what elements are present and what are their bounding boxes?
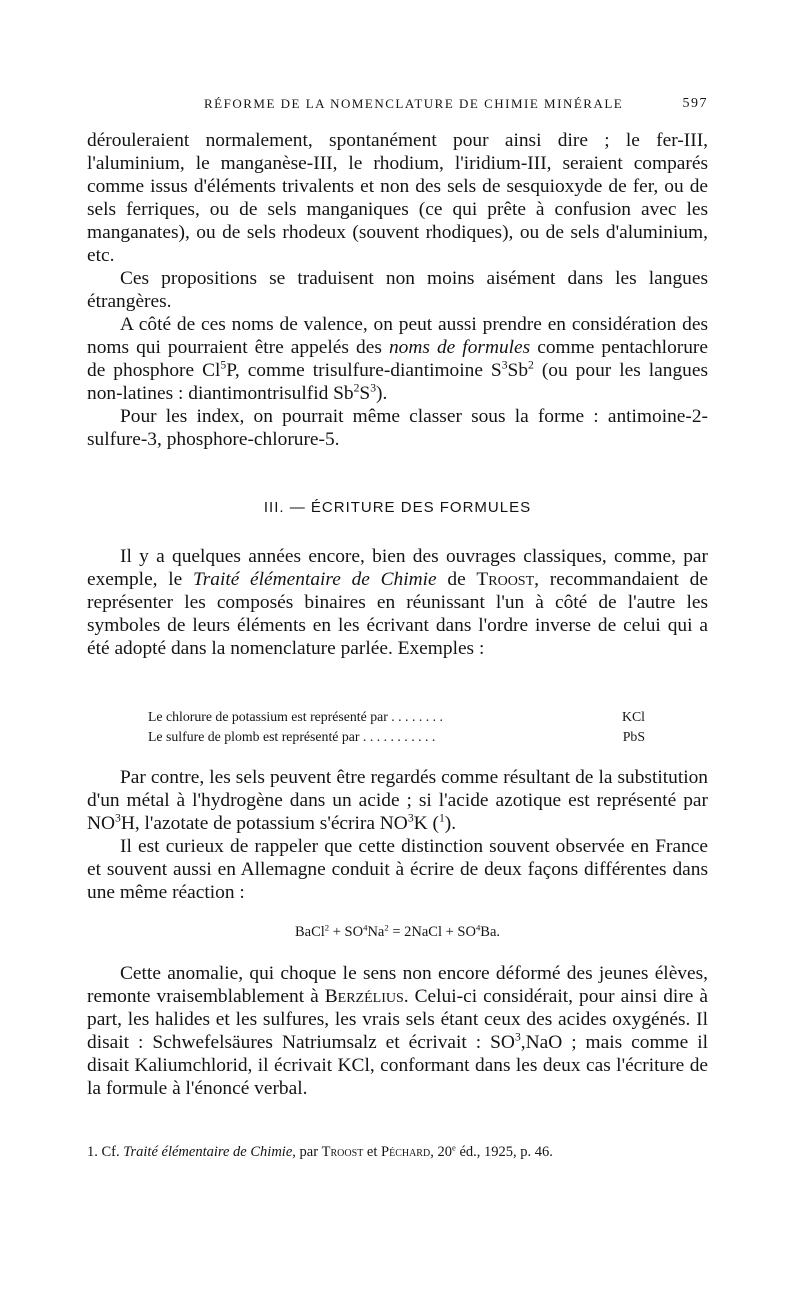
running-title: RÉFORME DE LA NOMENCLATURE DE CHIMIE MINÉRALE — [204, 96, 624, 111]
page-number: 597 — [682, 96, 708, 111]
running-header — [88, 92, 708, 118]
section-heading: III. — ÉCRITURE DES FORMULES — [263, 499, 532, 516]
example-row — [148, 707, 645, 727]
paragraph-1: dérouleraient normalement, spontanément pour ainsi dire ; le fer-III, l'aluminium, le manganèse-III, le rhodium, l'iridium-III, seraient comparés comme issus d'éléments trivalents et non des sels de sesquioxyde de fer, ou de sels ferriques, ou de sels manganiques (ce qui prête à confusion avec les manganates), ou de sels rhodeux (souvent rhodiques), ou de sels d'aluminium, etc. — [87, 130, 708, 266]
paragraph-3: A côté de ces noms de valence, on peut aussi prendre en considération des noms qui pourraient être appelés des noms de formules comme pentachlorure de phosphore Cl$^5$P, comme trisulfure-diantimoine $S^3Sb^2$ (ou pour les langues non-latines : diantimontrisulfid $Sb^2S^3$). — [87, 314, 708, 404]
footnote: 1. Cf. Traité élémentaire de Chimie, par Troost et Péchard, 20e éd., 1925, p. 46. — [87, 1142, 553, 1160]
reaction-formula: BaCl$^2$ + $SO^4Na^2$ = 2NaCl + $SO^4Ba$. — [294, 922, 501, 940]
paragraph-5: Il y a quelques années encore, bien des ouvrages classiques, comme, par exemple, le Traité élémentaire de Chimie de Troost, recommandaient de représenter les composés binaires en réunissant l'un à côté de l'autre les symboles de leurs éléments en les écrivant dans l'ordre inverse de celui qui a été adopté dans la nomenclature parlée. Exemples : — [87, 546, 708, 659]
example-formula: PbS — [622, 729, 645, 744]
paragraph-7: Il est curieux de rappeler que cette distinction souvent observée en France et souvent aussi en Allemagne conduit à écrire de deux façons différentes dans une même réaction : — [87, 836, 708, 903]
paragraph-4: Pour les index, on pourrait même classer sous la forme : antimoine-2-sulfure-3, phosphore-chlorure-5. — [87, 406, 708, 450]
example-row — [148, 727, 645, 747]
examples-list — [148, 707, 645, 747]
bottom-text-block — [87, 962, 708, 1100]
paragraph-8: Cette anomalie, qui choque le sens non encore déformé des jeunes élèves, remonte vraisemblablement à Berzélius. Celui-ci considérait, pour ainsi dire à part, les halides et les sulfures, les vrais sels étant ceux des acides oxygénés. Il disait : Schwefelsäures Natriumsalz et écrivait : $SO^3,NaO$ ; mais comme il disait Kaliumchlorid, il écrivait KCl, conformant dans les deux cas l'écriture de la formule à l'énoncé verbal. — [87, 963, 708, 1099]
middle-text-block — [87, 545, 708, 660]
paragraph-6: Par contre, les sels peuvent être regardés comme résultant de la substitution d'un métal à l'hydrogène dans un acide ; si l'acide azotique est représenté par $NO^3H$, l'azotate de potassium s'écrira $NO^3K$ ($^1$). — [87, 767, 708, 834]
lower-text-block — [87, 766, 708, 904]
example-text: Le sulfure de plomb est représenté par . . . . . . . . . . . — [148, 729, 436, 744]
paragraph-2: Ces propositions se traduisent non moins aisément dans les langues étrangères. — [87, 268, 708, 312]
example-text: Le chlorure de potassium est représenté par . . . . . . . . — [148, 709, 444, 724]
top-text-block — [87, 129, 708, 451]
example-formula: KCl — [622, 709, 645, 724]
